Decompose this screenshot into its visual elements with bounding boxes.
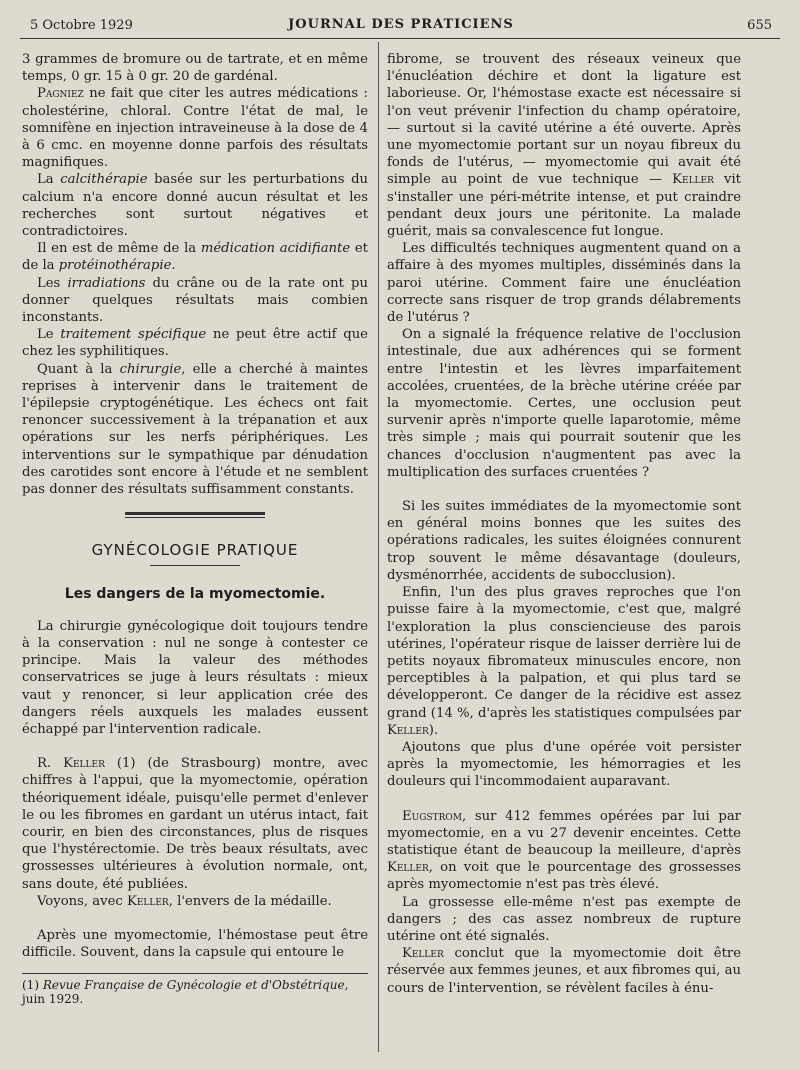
paragraph: fibrome, se trouvent des réseaux veineux que l'énucléation déchire et dont la ligature est laborieuse. Or, l'hémostase exacte est nécessaire si l'on veut prévenir l'infection du champ opératoire, — surtout si la cavité utérine a été ouverte. Après une myomectomie portant sur un noyau fibreux du fonds de l'utérus, — myomectomie qui avait été simple au point de vue technique — Keller vit s'installer une péri-métrite intense, et put craindre pendant deux jours une péritonite. La malade guérit, mais sa convalescence fut longue. [387,52,741,240]
paragraph: Eugstrom, sur 412 femmes opérées par lui par myomectomie, en a vu 27 devenir enceintes. Cette statistique étant de beaucoup la meilleure, d'après Keller, on voit que le pourcentage des grossesses après myomectomie n'est pas très élevé. [387,808,741,893]
section-title: GYNÉCOLOGIE PRATIQUE [91,541,299,560]
author-name: Keller [402,946,444,962]
journal-reference: Revue Française de Gynécologie et d'Obstétrique [42,978,345,993]
author-name: Eugstrom [402,808,462,824]
issue-date: 5 Octobre 1929 [30,18,133,33]
author-name: Keller [126,893,169,909]
paragraph: Quant à la chirurgie, elle a cherché à maintes reprises à intervenir dans le traitement de l'épilepsie cryptogénétique. Les échecs ont fait renoncer successivement à la trépanation et aux opérations sur les nerfs périphériques. Les interventions sur le sympathique par dénudation des carotides sont encore à l'étude et ne semblent pas donner des résultats suffisamment constants. [22,361,368,498]
left-column [22,51,368,1006]
italic-term: protéinothérapie [58,258,172,274]
author-name: Keller [672,172,714,188]
journal-title: JOURNAL DES PRATICIENS [288,17,514,32]
author-name: R. Keller [37,756,105,772]
paragraph: Keller conclut que la myomectomie doit être réservée aux femmes jeunes, et aux fibromes qui, au cours de l'intervention, se révèlent faciles à énu- [387,946,741,996]
paragraph: Il en est de même de la médication acidifiante et de la protéinothérapie. [22,241,368,274]
header-rule [20,38,780,39]
column-divider [378,42,379,1052]
paragraph: Les irradiations du crâne ou de la rate ont pu donner quelques résultats mais combien inconstants. [22,275,368,326]
italic-term: irradiations [67,275,146,291]
page-number: 655 [747,18,772,33]
paragraph: La grossesse elle-même n'est pas exempte de dangers ; des cas assez nombreux de rupture utérine ont été signalés. [387,894,741,944]
paragraph: Voyons, avec Keller, l'envers de la médaille. [37,893,332,909]
right-column [387,51,741,997]
paragraph: 3 grammes de bromure ou de tartrate, et en même temps, 0 gr. 15 à 0 gr. 20 de gardénal. [22,52,368,85]
section-separator [125,512,265,518]
footnote: (1) Revue Française de Gynécologie et d'Obstétrique, juin 1929. [22,978,349,1007]
paragraph: R. Keller (1) (de Strasbourg) montre, avec chiffres à l'appui, que la myomectomie, opération théoriquement idéale, puisqu'elle permet d'enlever le ou les fibromes en gardant un utérus intact, fait courir, en bien des circonstances, plus de risques que l'hystérectomie. De très beaux résultats, avec grossesses ultérieures à évolution normale, ont, sans doute, été publiées. [22,756,368,892]
author-name: Keller [387,722,429,738]
paragraph: Pagniez ne fait que citer les autres médications : cholestérine, chloral. Contre l'état de mal, le somnifène en injection intraveineuse à la dose de 4 à 6 cmc. en moyenne donne parfois des résultats magnifiques. [22,86,368,171]
author-name: Keller [387,860,429,876]
paragraph: On a signalé la fréquence relative de l'occlusion intestinale, due aux adhérences qui se forment entre l'intestin et les lèvres imparfaitement accolées, cruentées, de la brèche utérine créée par la myomectomie. Certes, une occlusion peut survenir après n'importe quelle laparotomie, même très simple ; mais qui pourrait soutenir que les chances d'occlusion n'augmentent pas avec la multiplication des surfaces cruentées ? [387,327,741,480]
paragraph: Les difficultés techniques augmentent quand on a affaire à des myomes multiples, disséminés dans la paroi utérine. Comment faire une énucléation correcte sans risquer de trop grands délabrements de l'utérus ? [387,241,741,326]
paragraph: Si les suites immédiates de la myomectomie sont en général moins bonnes que les suites des opérations radicales, les suites éloignées connurent trop souvent le même désavantage (douleurs, dysménorrhée, accidents de subocclusion). [387,499,741,583]
paragraph: La chirurgie gynécologique doit toujours tendre à la conservation : nul ne songe à contester ce principe. Mais la valeur des méthodes conservatrices se juge à leurs résultats : mieux vaut y renoncer, si leur application crée des dangers réels auxquels les malades eussent échappé par l'intervention radicale. [22,618,368,737]
paragraph: Après une myomectomie, l'hémostase peut être difficile. Souvent, dans la capsule qui entoure le [22,927,368,961]
author-name: Pagniez [37,86,84,102]
article-title: Les dangers de la myomectomie. [64,586,326,603]
paragraph: Le traitement spécifique ne peut être actif que chez les syphilitiques. [22,327,368,360]
italic-term: médication acidifiante [200,241,351,257]
running-header [30,14,772,36]
italic-term: chirurgie [119,361,182,377]
footnote-rule [22,973,368,974]
italic-term: calcithérapie [60,172,148,188]
section-title-rule [150,565,240,566]
italic-term: traitement spécifique [60,327,207,343]
paragraph: Enfin, l'un des plus graves reproches que l'on puisse faire à la myomectomie, c'est que, malgré l'exploration la plus consciencieuse des parois utérines, l'opérateur risque de laisser derrière lui de petits noyaux fibromateux minuscules encore, non perceptibles à la palpation, et qui plus tard se développeront. Ce danger de la récidive est assez grand (14 %, d'après les statistiques compulsées par Keller). [387,585,741,738]
paragraph: La calcithérapie basée sur les perturbations du calcium n'a encore donné aucun résultat et les recherches sont surtout négatives et contradictoires. [22,172,368,240]
paragraph: Ajoutons que plus d'une opérée voit persister après la myomectomie, les hémorragies et les douleurs qui l'incommodaient auparavant. [387,739,741,790]
